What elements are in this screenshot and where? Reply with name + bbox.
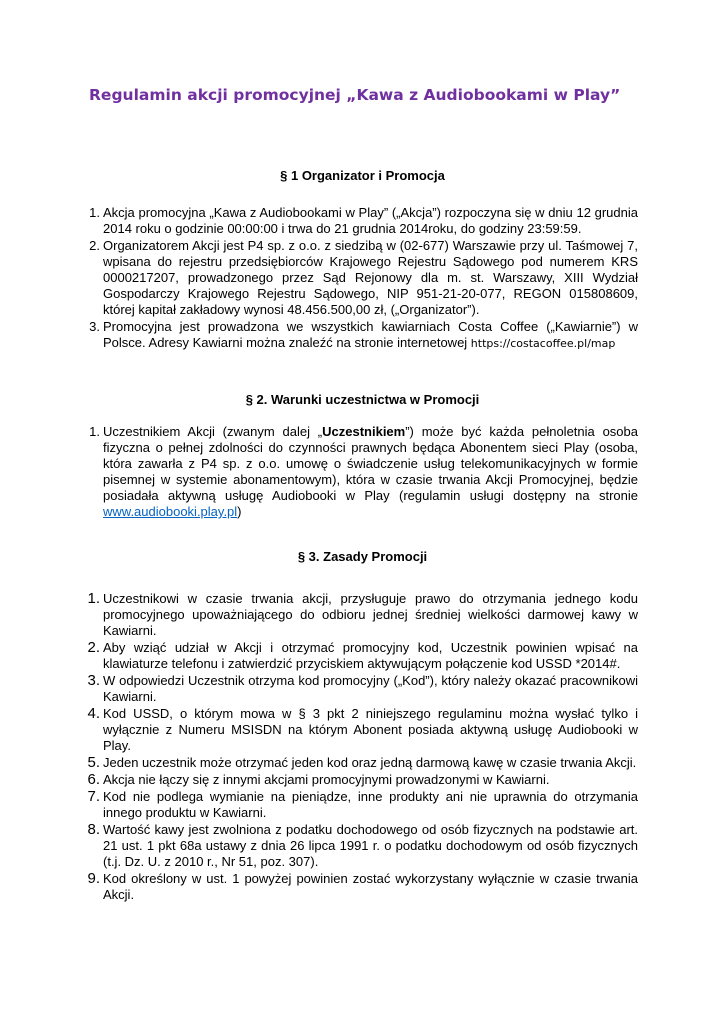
list-item <box>80 319 638 352</box>
item-text: Wartość kawy jest zwolniona z podatku dochodowego od osób fizycznych na podstawie art. 21 ust. 1 pkt 68a ustawy z dnia 26 lipca 1991 r. o podatku dochodowym od osób fizycznych (t.j. Dz. U. z 2010 r., Nr 51, poz. 307). <box>103 822 638 869</box>
item-number: 7. <box>87 788 100 805</box>
item-number: 3. <box>87 672 100 689</box>
item-number: 8. <box>87 821 100 838</box>
item-number: 2. <box>89 238 100 253</box>
section-1-list <box>80 205 638 353</box>
section-3-list <box>80 591 638 904</box>
item-text: W odpowiedzi Uczestnik otrzyma kod promocyjny („Kod”), który należy okazać pracownikowi Kawiarni. <box>103 673 638 704</box>
list-item <box>80 424 638 520</box>
item-text: Promocyjna jest prowadzona we wszystkich kawiarniach Costa Coffee („Kawiarnie”) w Polsce. Adresy Kawiarni można znaleźć na stronie internetowej <box>103 319 638 350</box>
list-item <box>80 822 638 870</box>
section-2-heading: § 2. Warunki uczestnictwa w Promocji <box>245 392 480 407</box>
item-text: Jeden uczestnik może otrzymać jeden kod oraz jedną darmową kawę w czasie trwania Akcji. <box>103 755 637 770</box>
item-text: Kod nie podlega wymianie na pieniądze, inne produkty ani nie uprawnia do otrzymania innego produktu w Kawiarni. <box>103 789 638 820</box>
section-1-heading: § 1 Organizator i Promocja <box>280 168 445 183</box>
item-text: Kod USSD, o którym mowa w § 3 pkt 2 niniejszego regulaminu można wysłać tylko i wyłącznie z Numeru MSISDN na którym Abonent posiada aktywną usługę Audiobooki w Play. <box>103 706 638 753</box>
list-item <box>80 871 638 903</box>
section-2-list <box>80 424 638 521</box>
item-text-post: ”) może być każda pełnoletnia osoba fizyczna o pełnej zdolności do czynności prawnych będąca Abonentem sieci Play (osoba, która zawarła z P4 sp. z o.o. umowę o świadczenie usług telekomunikacyjnych w formie pisemnej w systemie abonamentowym), która w czasie trwania Akcji Promocyjnej, będzie posiadała aktywną usługę Audiobooki w Play (regulamin usługi dostępny na stronie <box>103 424 639 503</box>
item-number: 9. <box>87 870 100 887</box>
item-text: Akcja nie łączy się z innymi akcjami promocyjnymi prowadzonymi w Kawiarni. <box>103 772 550 787</box>
document-title: Regulamin akcji promocyjnej „Kawa z Audiobookami w Play” <box>89 86 621 104</box>
item-text-end: ) <box>237 504 242 519</box>
audiobooki-link[interactable]: www.audiobooki.play.pl <box>103 504 238 519</box>
list-item <box>80 772 638 788</box>
item-number: 5. <box>87 754 100 771</box>
section-3-heading: § 3. Zasady Promocji <box>297 549 428 564</box>
item-text-bold: Uczestnikiem <box>322 424 406 439</box>
list-item <box>80 591 638 639</box>
list-item <box>80 706 638 754</box>
item-number: 2. <box>87 639 100 656</box>
item-number: 3. <box>89 319 100 334</box>
item-number: 1. <box>87 590 100 607</box>
list-item <box>80 755 638 771</box>
list-item <box>80 789 638 821</box>
list-item <box>80 205 638 237</box>
item-text-pre: Uczestnikiem Akcji (zwanym dalej „ <box>103 424 323 439</box>
item-number: 4. <box>87 705 100 722</box>
list-item <box>80 673 638 705</box>
item-number: 1. <box>89 205 100 220</box>
item-text: Aby wziąć udział w Akcji i otrzymać promocyjny kod, Uczestnik powinien wpisać na klawiaturze telefonu i zatwierdzić przyciskiem aktywującym połączenie kod USSD *2014#. <box>103 640 638 671</box>
list-item <box>80 640 638 672</box>
item-number: 6. <box>87 771 100 788</box>
item-text: Uczestnikowi w czasie trwania akcji, przysługuje prawo do otrzymania jednego kodu promocyjnego upoważniającego do odbioru jednej średniej wielkości darmowej kawy w Kawiarni. <box>103 591 638 638</box>
costa-map-url: https://costacoffee.pl/map <box>470 337 616 350</box>
list-item <box>80 238 638 318</box>
item-text: Kod określony w ust. 1 powyżej powinien zostać wykorzystany wyłącznie w czasie trwania Akcji. <box>103 871 638 902</box>
item-number: 1. <box>89 424 100 439</box>
item-text: Akcja promocyjna „Kawa z Audiobookami w Play” („Akcja”) rozpoczyna się w dniu 12 grudnia 2014 roku o godzinie 00:00:00 i trwa do 21 grudnia 2014roku, do godziny 23:59:59. <box>103 205 638 236</box>
item-text: Organizatorem Akcji jest P4 sp. z o.o. z siedzibą w (02-677) Warszawie przy ul. Taśmowej 7, wpisana do rejestru przedsiębiorców Krajowego Rejestru Sądowego pod numerem KRS 0000217207, prowadzonego przez Sąd Rejonowy dla m. st. Warszawy, XIII Wydział Gospodarczy Krajowego Rejestru Sądowego, NIP 951-21-20-077, REGON 015808609, której kapitał zakładowy wynosi 48.456.500,00 zł, („Organizator”). <box>103 238 638 317</box>
